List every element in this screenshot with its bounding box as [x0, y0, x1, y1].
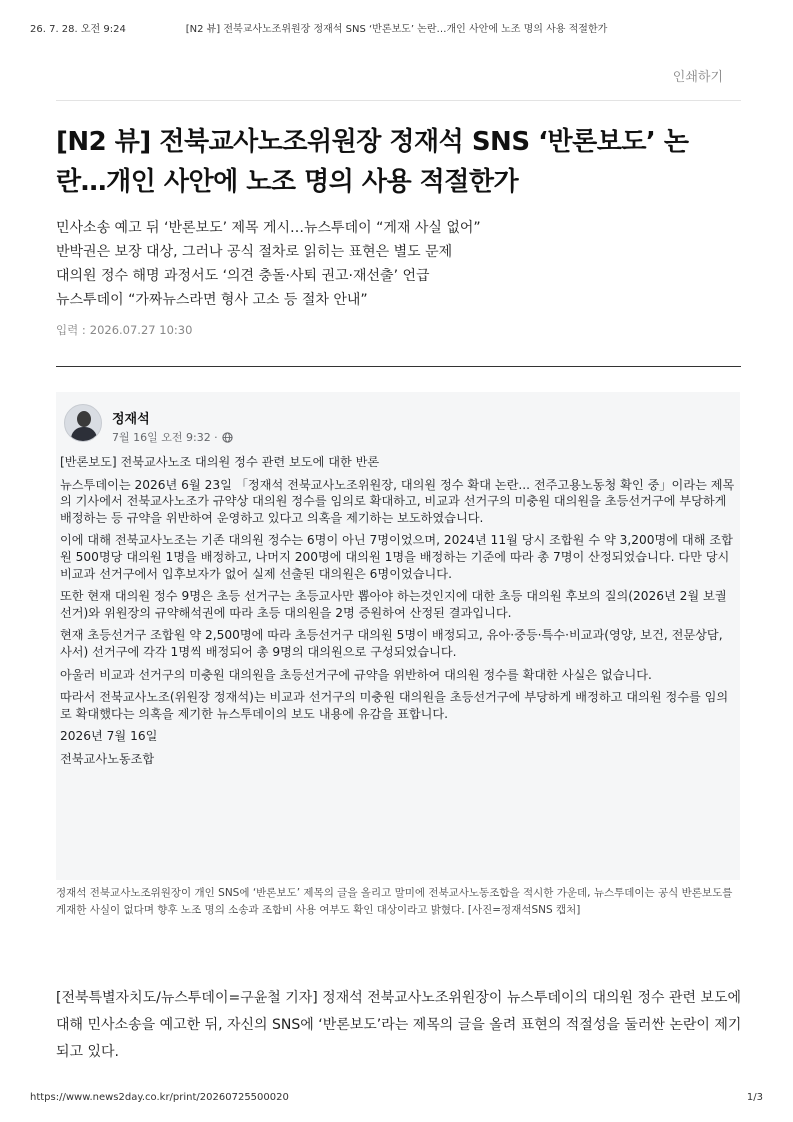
photo-caption: 정재석 전북교사노조위원장이 개인 SNS에 ‘반론보도’ 제목의 글을 올리고 말미에 전북교사노동조합을 적시한 가운데, 뉴스투데이는 공식 반론보도를 게재한 사실이 없다며 향후 노조 명의 소송과 조합비 사용 여부도 확인 대상이라고 밝혔다. [사진=정재석SNS 캡처]	[56, 887, 733, 916]
top-divider	[56, 100, 741, 101]
subhead: 대의원 정수 해명 과정서도 ‘의견 충돌·사퇴 권고·재선출’ 언급	[56, 268, 430, 284]
subhead: 반박권은 보장 대상, 그러나 공식 절차로 읽히는 표현은 별도 문제	[56, 244, 453, 260]
print-button[interactable]: 인쇄하기	[672, 70, 723, 85]
post-paragraph: 뉴스투데이는 2026년 6월 23일 「정재석 전북교사노조위원장, 대의원 정수 확대 논란... 전주고용노동청 확인 중」이라는 제목의 기사에서 전북교사노조가 규약상 대의원 정수를 임의로 확대하고, 비교과 선거구의 미충원 대의원을 초등선거구에 부당하게 배정하는 등 규약을 위반하여 운영하고 있다고 의혹을 제기하는 보도하였습니다.	[60, 477, 735, 525]
post-paragraph: [반론보도] 전북교사노조 대의원 정수 관련 보도에 대한 반론	[60, 455, 380, 469]
print-footer	[30, 1092, 763, 1106]
content-divider	[56, 366, 741, 367]
article-lead: [전북특별자치도/뉴스투데이=구윤철 기자] 정재석 전북교사노조위원장이 뉴스투데이의 대의원 정수 관련 보도에 대해 민사소송을 예고한 뒤, 자신의 SNS에 ‘반론보도’라는 제목의 글을 올려 표현의 적절성을 둘러싼 논란이 제기되고 있다.	[56, 990, 742, 1060]
dateline-value: 2026.07.27 10:30	[89, 323, 193, 337]
post-body	[60, 454, 736, 774]
avatar	[64, 404, 102, 442]
post-paragraph: 현재 초등선거구 조합원 약 2,500명에 따라 초등선거구 대의원 5명이 배정되고, 유아·중등·특수·비교과(영양, 보건, 전문상담, 사서) 선거구에 각각 1명씩 배정되어 총 9명의 대의원으로 구성되었습니다.	[60, 628, 723, 659]
globe-icon	[222, 432, 233, 443]
print-header	[30, 20, 763, 34]
dateline-label: 입력 :	[56, 323, 86, 337]
print-datetime: 26. 7. 28. 오전 9:24	[30, 24, 126, 35]
article-dateline	[56, 322, 192, 338]
post-signature: 전북교사노동조합	[60, 751, 155, 766]
subhead: 민사소송 예고 뒤 ‘반론보도’ 제목 게시…뉴스투데이 “게재 사실 없어”	[56, 220, 481, 236]
subhead: 뉴스투데이 “가짜뉴스라면 형사 고소 등 절차 안내”	[56, 292, 368, 308]
post-timestamp: 7월 16일 오전 9:32 ·	[112, 431, 218, 444]
post-paragraph: 따라서 전북교사노조(위원장 정재석)는 비교과 선거구의 미충원 대의원을 초등선거구에 부당하게 배정하고 대의원 정수를 임의로 확대했다는 의혹을 제기한 뉴스투데이의 보도 내용에 유감을 표합니다.	[60, 690, 729, 721]
sns-screenshot	[56, 392, 740, 880]
article-title: [N2 뷰] 전북교사노조위원장 정재석 SNS ‘반론보도’ 논란…개인 사안에 노조 명의 사용 적절한가	[56, 127, 689, 197]
post-paragraph: 아울러 비교과 선거구의 미충원 대의원을 초등선거구에 규약을 위반하여 대의원 정수를 확대한 사실은 없습니다.	[60, 667, 652, 682]
page-number: 1/3	[746, 1092, 763, 1103]
post-author: 정재석	[112, 412, 150, 427]
article-subheads	[56, 216, 736, 312]
post-meta	[112, 429, 233, 445]
post-date: 2026년 7월 16일	[60, 729, 158, 744]
print-url: https://www.news2day.co.kr/print/20260725500020	[30, 1092, 289, 1103]
post-paragraph: 또한 현재 대의원 정수 9명은 초등 선거구는 초등교사만 뽑아야 하는것인지에 대한 초등 대의원 후보의 질의(2026년 2월 보궐선거)와 위원장의 규약해석권에 따라 초등 대의원을 2명 증원하여 산정된 결과입니다.	[60, 589, 727, 620]
print-page-title: [N2 뷰] 전북교사노조위원장 정재석 SNS ‘반론보도’ 논란…개인 사안에 노조 명의 사용 적절한가	[185, 24, 608, 35]
post-paragraph: 이에 대해 전북교사노조는 기존 대의원 정수는 6명이 아닌 7명이었으며, 2024년 11월 당시 조합원 수 약 3,200명에 대해 조합원 500명당 대의원 1명을 배정하고, 나머지 200명에 대의원 1명을 배정하는 기준에 따라 총 7명이 산정되었습니다. 다만 당시 비교과 선거구에서 입후보자가 없어 실제 선출된 대의원은 6명이었습니다.	[60, 533, 733, 581]
